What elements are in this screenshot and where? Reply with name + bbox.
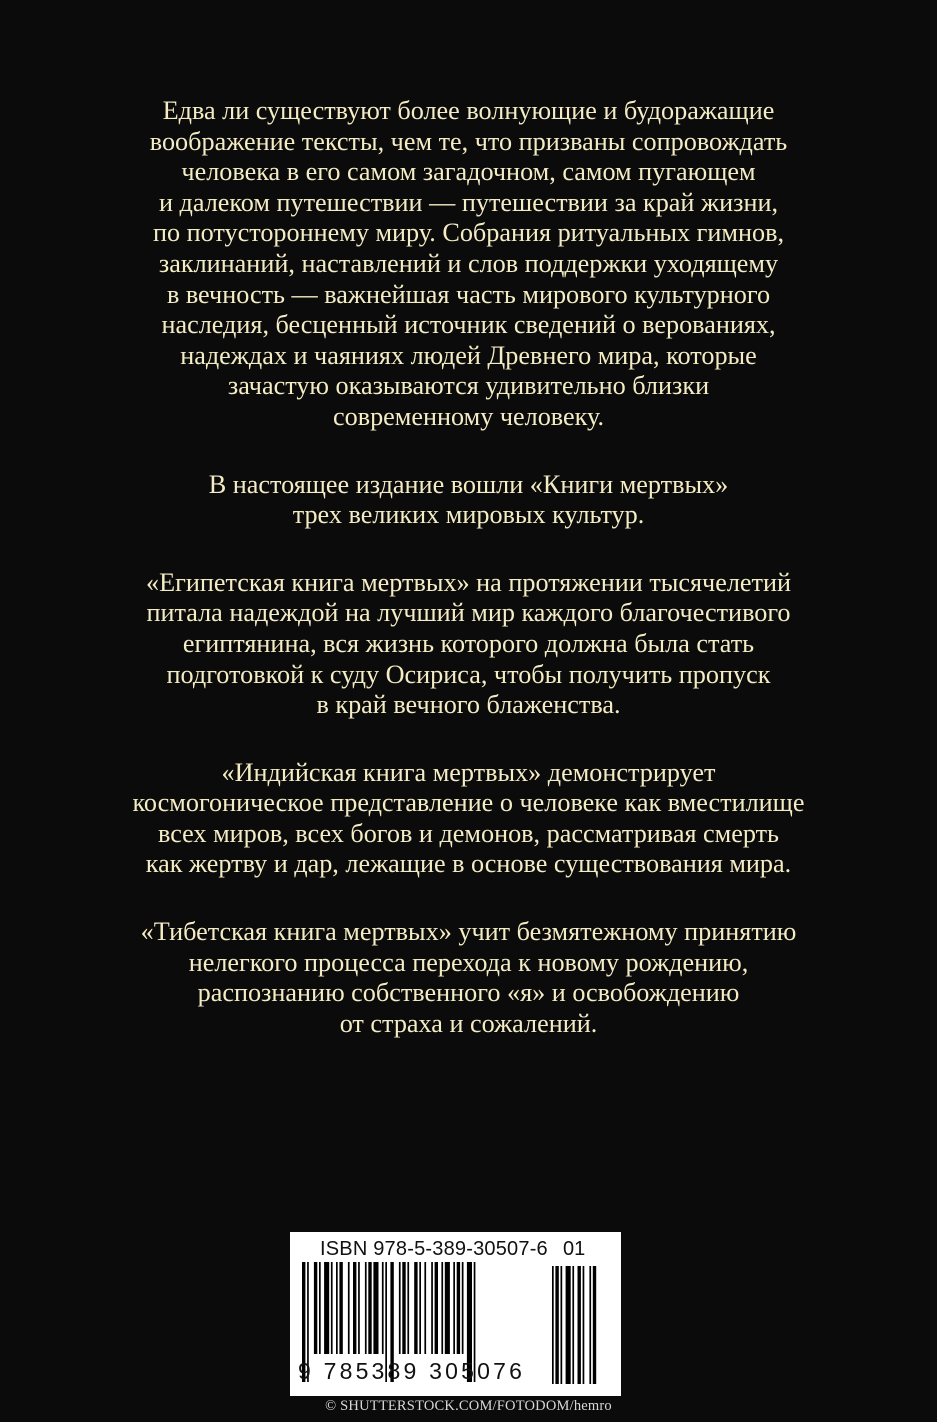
paragraph-tibetan bbox=[60, 917, 877, 1039]
barcode-bar bbox=[462, 1262, 464, 1354]
text-line: «Индийская книга мертвых» демонстрирует bbox=[221, 757, 716, 787]
barcode-bar bbox=[457, 1262, 460, 1354]
barcode-bar bbox=[424, 1262, 426, 1354]
text-line: «Египетская книга мертвых» на протяжении тысячелетий bbox=[146, 567, 791, 597]
barcode-bar bbox=[365, 1262, 367, 1354]
annotation-text bbox=[60, 96, 877, 1076]
text-line: зачастую оказываются удивительно близки bbox=[227, 371, 710, 401]
text-line: и далеком путешествии — путешествии за край жизни, bbox=[158, 187, 779, 217]
barcode-bar bbox=[382, 1262, 384, 1354]
barcode-bar bbox=[431, 1262, 433, 1354]
text-line: человека в его самом загадочном, самом пугающем bbox=[181, 157, 756, 187]
text-line: нелегкого процесса перехода к новому рождению, bbox=[188, 947, 749, 977]
barcode-addon-bar bbox=[566, 1266, 571, 1384]
text-line: воображение тексты, чем те, что призваны сопровождать bbox=[149, 126, 788, 156]
barcode-bar bbox=[399, 1262, 401, 1354]
barcode-bar bbox=[435, 1262, 438, 1354]
text-line: трех великих мировых культур. bbox=[292, 500, 645, 530]
text-line: Едва ли существуют более волнующие и будоражащие bbox=[162, 96, 775, 125]
text-line: как жертву и дар, лежащие в основе существования мира. bbox=[145, 849, 792, 879]
barcode-bar bbox=[339, 1262, 342, 1354]
barcode-addon-bar bbox=[555, 1266, 558, 1384]
barcode-bar bbox=[358, 1262, 360, 1354]
barcode-bar bbox=[402, 1262, 405, 1354]
text-line: в край вечного блаженства. bbox=[316, 690, 621, 720]
barcode-addon-bar bbox=[572, 1266, 574, 1384]
barcode-addon-bar bbox=[561, 1266, 563, 1384]
barcode-bar bbox=[353, 1262, 356, 1354]
text-line: всех миров, всех богов и демонов, рассматривая смерть bbox=[158, 818, 779, 848]
text-line: заклинаний, наставлений и слов поддержки уходящему bbox=[158, 248, 779, 278]
text-line: распознанию собственного «я» и освобождению bbox=[197, 978, 740, 1008]
barcode-bar bbox=[445, 1262, 450, 1354]
barcode-bar bbox=[441, 1262, 443, 1354]
text-line: «Тибетская книга мертвых» учит безмятежному принятию bbox=[140, 917, 797, 947]
text-line: надеждах и чаяниях людей Древнего мира, которые bbox=[180, 340, 757, 370]
text-line: от страха и сожалений. bbox=[339, 1008, 598, 1038]
barcode-bar bbox=[314, 1262, 317, 1354]
barcode-bar bbox=[331, 1262, 333, 1354]
text-line: подготовкой к суду Осириса, чтобы получить пропуск bbox=[166, 659, 771, 689]
barcode-addon-code: 01 bbox=[563, 1238, 586, 1260]
barcode-addon-bar bbox=[589, 1266, 591, 1384]
barcode-bar bbox=[419, 1262, 421, 1354]
text-line: в вечность — важнейшая часть мирового культурного bbox=[166, 279, 771, 309]
barcode-addon-bar bbox=[578, 1266, 581, 1384]
paragraph-indian bbox=[60, 758, 877, 880]
barcode-bar bbox=[368, 1262, 371, 1354]
text-line: космогоническое представление о человеке как вместилище bbox=[132, 788, 805, 818]
text-line: современному человеку. bbox=[333, 401, 604, 431]
text-line: по потустороннему миру. Собрания ритуальных гимнов, bbox=[152, 218, 785, 248]
text-line: В настоящее издание вошли «Книги мертвых» bbox=[208, 469, 729, 499]
barcode-bar bbox=[324, 1262, 329, 1354]
text-line: египтянина, вся жизнь которого должна была стать bbox=[182, 628, 755, 658]
barcode-bar bbox=[407, 1262, 409, 1354]
paragraph-egyptian bbox=[60, 568, 877, 721]
barcode-bar bbox=[348, 1262, 350, 1354]
text-line: наследия, бесценный источник сведений о верованиях, bbox=[161, 310, 776, 340]
barcode-bar bbox=[453, 1262, 455, 1354]
text-line: питала надеждой на лучший мир каждого благочестивого bbox=[146, 598, 791, 628]
isbn-label: ISBN 978-5-389-30507-6 bbox=[320, 1238, 548, 1260]
barcode-bar bbox=[336, 1262, 338, 1354]
barcode-bar bbox=[319, 1262, 321, 1354]
barcode-addon-bar bbox=[552, 1266, 554, 1384]
image-credit: © SHUTTERSTOCK.COM/FOTODOM/hemro bbox=[325, 1398, 612, 1414]
barcode-bar bbox=[414, 1262, 417, 1354]
ean-digits: 9 785389 305076 bbox=[298, 1358, 526, 1384]
paragraph-edition bbox=[60, 470, 877, 531]
barcode-addon-bar bbox=[583, 1266, 585, 1384]
barcode-bar bbox=[373, 1262, 378, 1354]
paragraph-intro bbox=[60, 96, 877, 433]
barcode-addon-bar bbox=[593, 1266, 596, 1384]
